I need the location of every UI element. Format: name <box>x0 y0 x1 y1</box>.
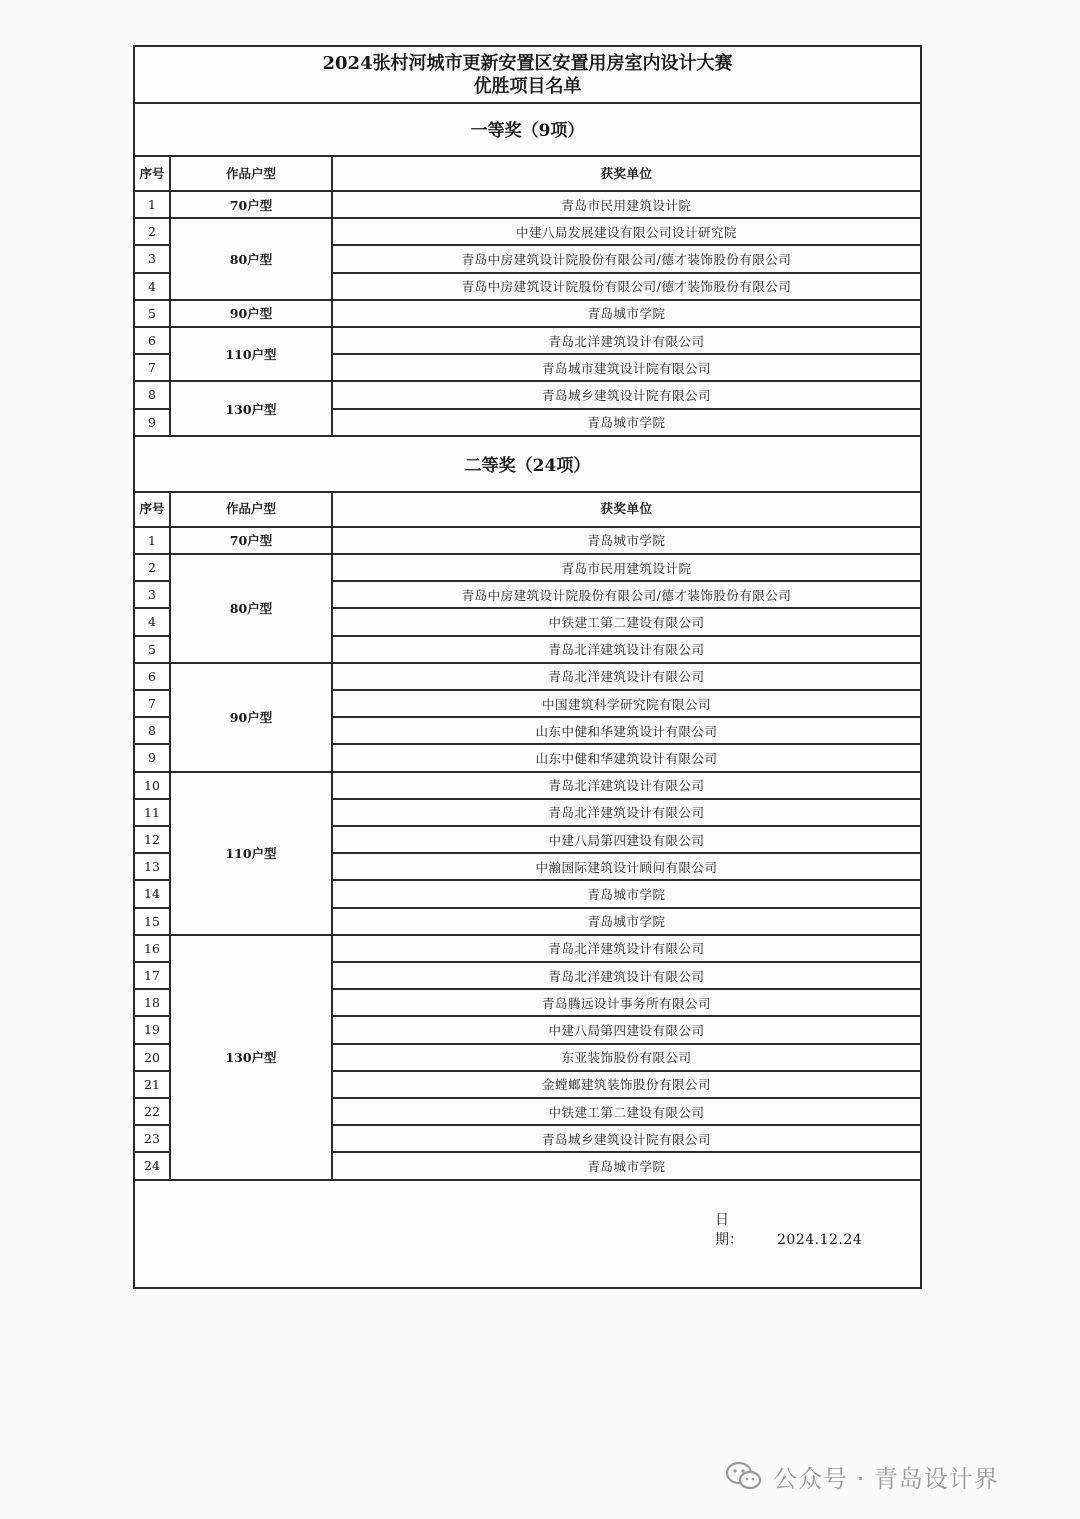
row-number: 1 <box>135 528 171 553</box>
unit-type-cell: 110户型 <box>171 773 333 936</box>
award-organization: 中建八局发展建设有限公司设计研究院 <box>515 224 737 240</box>
row-number: 7 <box>135 355 171 380</box>
row-number: 15 <box>135 909 171 934</box>
row-number: 20 <box>135 1045 171 1070</box>
award-organization: 中铁建工第二建设有限公司 <box>548 1104 705 1120</box>
header-type: 作品户型 <box>171 491 333 526</box>
award-organization: 青岛城乡建筑设计院有限公司 <box>541 1131 711 1147</box>
header-type: 作品户型 <box>171 155 333 190</box>
row-number: 18 <box>135 990 171 1015</box>
table-header-row <box>135 491 920 528</box>
unit-type-cell: 80户型 <box>171 219 333 301</box>
row-number: 6 <box>135 664 171 689</box>
row-number: 9 <box>135 745 171 770</box>
award-sheet <box>133 45 922 1289</box>
row-number: 7 <box>135 691 171 716</box>
unit-type-cell: 90户型 <box>171 664 333 773</box>
header-org: 获奖单位 <box>600 501 653 517</box>
second-prize-heading: 二等奖（24项） <box>135 437 920 493</box>
row-number: 16 <box>135 936 171 961</box>
row-number: 8 <box>135 718 171 743</box>
award-organization: 青岛北洋建筑设计有限公司 <box>548 642 705 658</box>
row-number: 4 <box>135 609 171 634</box>
title-line-2: 优胜项目名单 <box>473 75 582 97</box>
row-number: 17 <box>135 963 171 988</box>
unit-type-cell: 70户型 <box>171 528 333 555</box>
award-organization: 金螳螂建筑装饰股份有限公司 <box>541 1077 711 1093</box>
row-number: 3 <box>135 246 171 271</box>
award-organization: 青岛北洋建筑设计有限公司 <box>548 968 705 984</box>
award-organization: 中铁建工第二建设有限公司 <box>548 614 705 630</box>
row-number: 8 <box>135 382 171 407</box>
row-number: 4 <box>135 274 171 299</box>
row-number: 9 <box>135 410 171 435</box>
award-organization: 青岛中房建筑设计院股份有限公司/德才装饰股份有限公司 <box>461 587 792 603</box>
date-label: 日 期： <box>715 1212 757 1248</box>
award-organization: 中建八局第四建设有限公司 <box>548 832 705 848</box>
row-number: 11 <box>135 800 171 825</box>
award-organization: 青岛中房建筑设计院股份有限公司/德才装饰股份有限公司 <box>461 251 792 267</box>
unit-type-cell: 130户型 <box>171 382 333 436</box>
row-number: 2 <box>135 555 171 580</box>
title-line-1: 2024张村河城市更新安置区安置用房室内设计大赛 <box>322 52 733 74</box>
award-organization: 青岛中房建筑设计院股份有限公司/德才装饰股份有限公司 <box>461 279 792 295</box>
award-organization: 中瀚国际建筑设计顾问有限公司 <box>535 859 718 875</box>
row-number: 14 <box>135 881 171 906</box>
header-org: 获奖单位 <box>600 165 653 181</box>
award-organization: 青岛北洋建筑设计有限公司 <box>548 333 705 349</box>
award-organization: 青岛城市建筑设计院有限公司 <box>541 360 711 376</box>
unit-type-cell: 110户型 <box>171 328 333 382</box>
unit-type-cell: 70户型 <box>171 192 333 219</box>
row-number: 5 <box>135 301 171 326</box>
award-organization: 中建八局第四建设有限公司 <box>548 1022 705 1038</box>
award-organization: 中国建筑科学研究院有限公司 <box>541 696 711 712</box>
row-number: 12 <box>135 827 171 852</box>
wechat-watermark <box>725 1457 999 1495</box>
row-number: 3 <box>135 582 171 607</box>
unit-type-cell: 80户型 <box>171 555 333 664</box>
award-organization: 青岛北洋建筑设计有限公司 <box>548 778 705 794</box>
award-organization: 东亚装饰股份有限公司 <box>561 1050 692 1066</box>
row-number: 2 <box>135 219 171 244</box>
row-number: 24 <box>135 1153 171 1178</box>
watermark-text: 公众号 · 青岛设计界 <box>773 1464 999 1493</box>
award-organization: 青岛腾远设计事务所有限公司 <box>541 995 711 1011</box>
award-organization: 山东中健和华建筑设计有限公司 <box>535 750 718 766</box>
unit-type-cell: 90户型 <box>171 301 333 328</box>
award-organization: 青岛市民用建筑设计院 <box>561 197 692 213</box>
award-organization: 青岛城市学院 <box>587 914 666 930</box>
document-title <box>135 47 920 104</box>
award-organization: 青岛城市学院 <box>587 533 666 549</box>
header-no: 序号 <box>135 155 171 190</box>
row-number: 10 <box>135 773 171 798</box>
award-organization: 青岛城市学院 <box>587 886 666 902</box>
row-number: 19 <box>135 1017 171 1042</box>
award-organization: 青岛城市学院 <box>587 306 666 322</box>
row-number: 13 <box>135 854 171 879</box>
award-organization: 青岛北洋建筑设计有限公司 <box>548 805 705 821</box>
first-prize-heading: 一等奖（9项） <box>135 102 920 157</box>
row-number: 23 <box>135 1126 171 1151</box>
row-number: 6 <box>135 328 171 353</box>
award-organization: 青岛城乡建筑设计院有限公司 <box>541 387 711 403</box>
row-number: 22 <box>135 1099 171 1124</box>
date-line <box>715 1209 862 1249</box>
wechat-icon <box>725 1461 763 1491</box>
award-organization: 山东中健和华建筑设计有限公司 <box>535 723 718 739</box>
award-organization: 青岛北洋建筑设计有限公司 <box>548 669 705 685</box>
header-no: 序号 <box>135 491 171 526</box>
date-value: 2024.12.24 <box>777 1232 863 1248</box>
award-organization: 青岛城市学院 <box>587 415 666 431</box>
unit-type-cell: 130户型 <box>171 936 333 1181</box>
table-header-row <box>135 155 920 192</box>
row-number: 21 <box>135 1072 171 1097</box>
row-number: 5 <box>135 637 171 662</box>
row-number: 1 <box>135 192 171 217</box>
award-organization: 青岛北洋建筑设计有限公司 <box>548 941 705 957</box>
award-organization: 青岛城市学院 <box>587 1158 666 1174</box>
award-organization: 青岛市民用建筑设计院 <box>561 560 692 576</box>
